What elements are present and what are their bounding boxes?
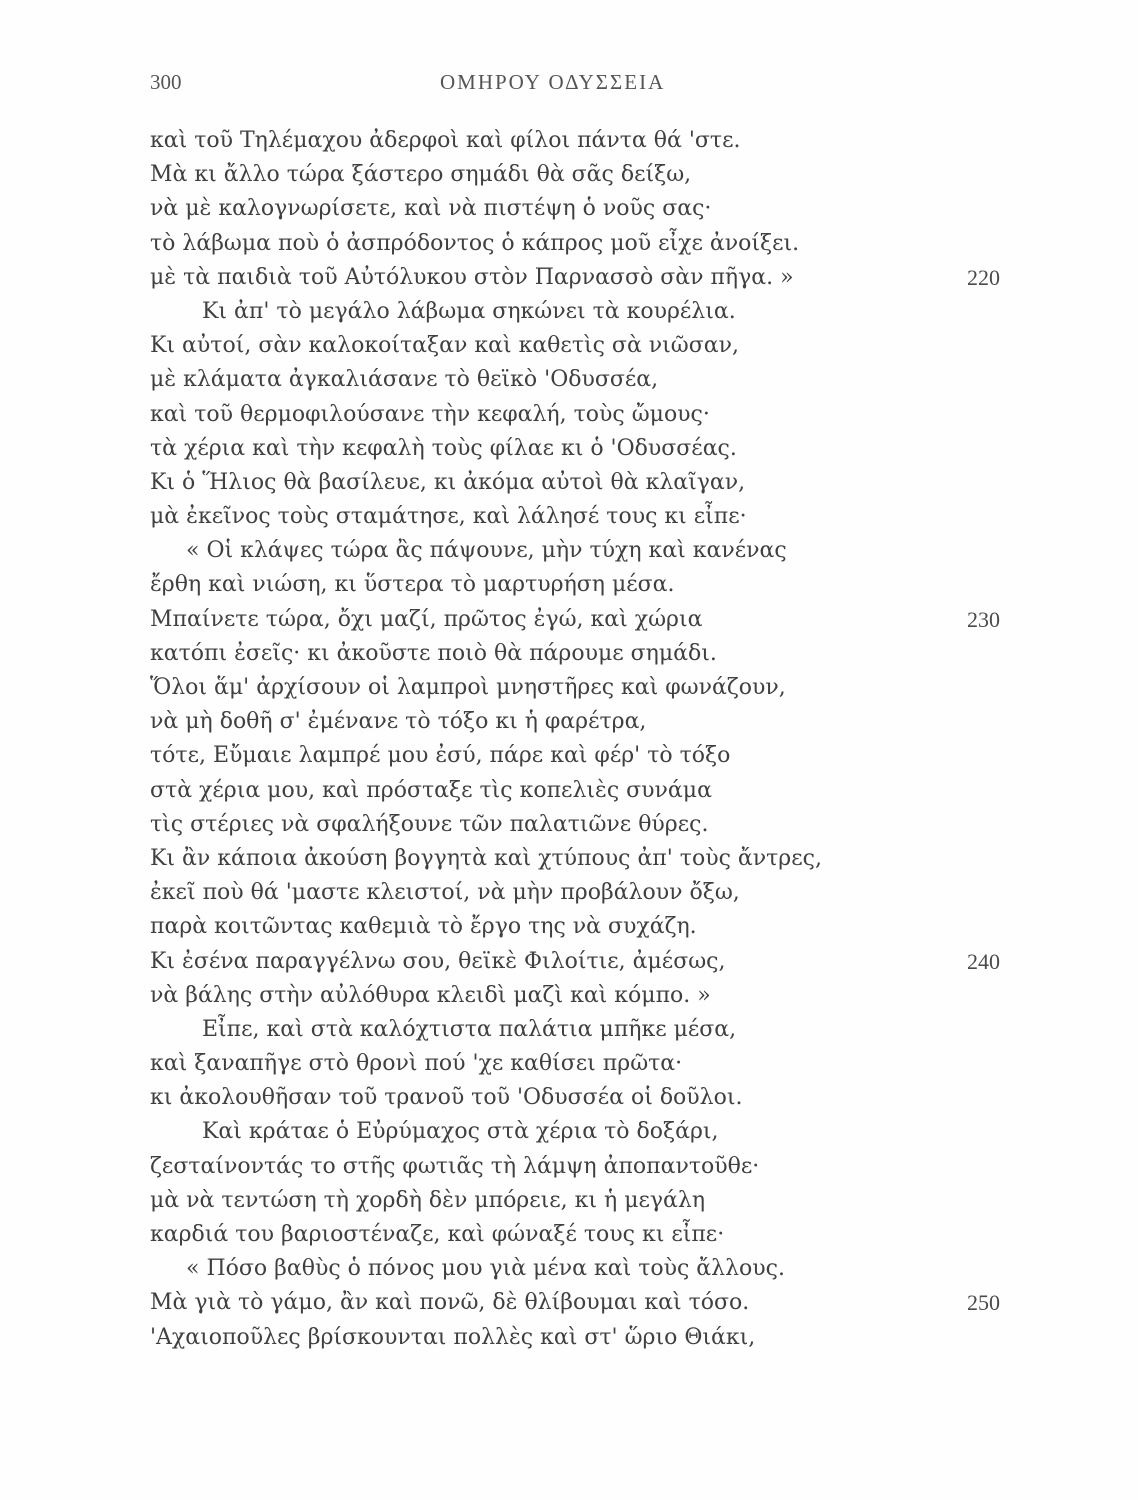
verse-line — [150, 842, 1000, 876]
verse-text: μὲ κλάματα ἀγκαλιάσανε τὸ θεϊκὸ 'Οδυσσέα, — [150, 367, 659, 393]
verse-text: καὶ τοῦ θερμοφιλούσανε τὴν κεφαλή, τοὺς ὤμους· — [150, 401, 710, 427]
verse-text: νὰ βάλης στὴν αὐλόθυρα κλειδὶ μαζὶ καὶ κόμπο. » — [150, 982, 711, 1008]
verse-text: κι ἀκολουθῆσαν τοῦ τρανοῦ τοῦ 'Οδυσσέα οἱ δοῦλοι. — [150, 1085, 743, 1111]
verse-text: « Οἱ κλάψες τώρα ἂς πάψουνε, μὴν τύχη καὶ κανένας — [186, 538, 787, 564]
verse-line — [150, 705, 1000, 739]
verse-text: Μπαίνετε τώρα, ὄχι μαζί, πρῶτος ἐγώ, καὶ χώρια — [150, 606, 703, 632]
line-number: 220 — [967, 264, 1000, 290]
running-title: ΟΜΗΡΟΥ ΟΔΥΣΣΕΙΑ — [440, 70, 666, 94]
verse-text: καὶ τοῦ Τηλέμαχου ἀδερφοὶ καὶ φίλοι πάντα θά 'στε. — [150, 128, 741, 153]
verse-text: τὰ χέρια καὶ τὴν κεφαλὴ τοὺς φίλαε κι ὁ 'Οδυσσέας. — [150, 435, 737, 461]
verse-line — [150, 1252, 1000, 1286]
verse-text: Κι ἐσένα παραγγέλνω σου, θεϊκὲ Φιλοίτιε, ἀμέσως, — [150, 948, 726, 974]
verse-text: Ὅλοι ἅμ' ἀρχίσουν οἱ λαμπροὶ μνηστῆρες καὶ φωνάζουν, — [150, 675, 786, 700]
verse-text: Κι ἂν κάποια ἀκούση βογγητὰ καὶ χτύπους ἀπ' τοὺς ἄντρες, — [150, 845, 822, 871]
verse-text: μὰ νὰ τεντώση τὴ χορδὴ δὲν μπόρειε, κι ἡ μεγάλη — [150, 1187, 706, 1213]
verse-line — [150, 1081, 1000, 1115]
verse-line — [150, 124, 1000, 158]
page-number: 300 — [150, 70, 182, 94]
verse-line — [150, 363, 1000, 397]
verse-line — [150, 227, 1000, 261]
verse-line — [150, 1321, 1000, 1355]
verse-text: Εἶπε, καὶ στὰ καλόχτιστα παλάτια μπῆκε μέσα, — [202, 1016, 737, 1042]
verse-text: τὶς στέριες νὰ σφαλήξουνε τῶν παλατιῶνε θύρες. — [150, 811, 709, 837]
verse-text: 'Αχαιοποῦλες βρίσκουνται πολλὲς καὶ στ' ὥριο Θιάκι, — [150, 1324, 756, 1350]
verse-text: τὸ λάβωμα ποὺ ὁ ἀσπρόδοντος ὁ κάπρος μοῦ εἶχε ἀνοίξει. — [150, 230, 800, 256]
verse-text: ζεσταίνοντάς το στῆς φωτιᾶς τὴ λάμψη ἀποπαντοῦθε· — [150, 1153, 760, 1179]
line-number: 250 — [967, 1290, 1000, 1316]
verse-line — [150, 876, 1000, 910]
verse-line — [150, 500, 1000, 534]
line-number: 240 — [967, 948, 1000, 974]
verse-text: Καὶ κράταε ὁ Εὐρύμαχος στὰ χέρια τὸ δοξάρι, — [202, 1119, 719, 1145]
verse-line — [150, 1150, 1000, 1184]
verse-text: Μὰ γιὰ τὸ γάμο, ἂν καὶ πονῶ, δὲ θλίβουμαι καὶ τόσο. — [150, 1290, 750, 1316]
verse-text: μὲ τὰ παιδιὰ τοῦ Αὐτόλυκου στὸν Παρνασσὸ σὰν πῆγα. » — [150, 264, 794, 290]
verse-line — [150, 671, 1000, 705]
verse-line — [150, 1286, 1000, 1320]
verse-line — [150, 1013, 1000, 1047]
verse-text: Κι ἀπ' τὸ μεγάλο λάβωμα σηκώνει τὰ κουρέλια. — [202, 298, 736, 324]
verse-line — [150, 329, 1000, 363]
verse-line — [150, 774, 1000, 808]
verse-text: Κι ὁ Ἥλιος θὰ βασίλευε, κι ἀκόμα αὐτοὶ θὰ κλαῖγαν, — [150, 469, 746, 495]
verse-line — [150, 910, 1000, 944]
verse-line — [150, 398, 1000, 432]
verse-line — [150, 1184, 1000, 1218]
verse-block — [150, 124, 1000, 1355]
verse-text: ἐκεῖ ποὺ θά 'μαστε κλειστοί, νὰ μὴν προβάλουν ὄξω, — [150, 880, 740, 906]
verse-text: Μὰ κι ἄλλο τώρα ξάστερο σημάδι θὰ σᾶς δείξω, — [150, 162, 692, 188]
verse-text: κατόπι ἐσεῖς· κι ἀκοῦστε ποιὸ θὰ πάρουμε σημάδι. — [150, 640, 717, 666]
verse-text: καρδιά του βαριοστέναζε, καὶ φώναξέ τους κι εἶπε· — [150, 1222, 725, 1247]
verse-text: καὶ ξαναπῆγε στὸ θρονὶ πού 'χε καθίσει πρῶτα· — [150, 1051, 683, 1077]
verse-line — [150, 979, 1000, 1013]
verse-text: ἔρθη καὶ νιώση, κι ὕστερα τὸ μαρτυρήση μέσα. — [150, 572, 675, 598]
verse-text: παρὰ κοιτῶντας καθεμιὰ τὸ ἔργο της νὰ συχάζη. — [150, 914, 697, 940]
verse-text: Κι αὐτοί, σὰν καλοκοίταξαν καὶ καθετὶς σὰ νιῶσαν, — [150, 333, 739, 359]
verse-line — [150, 432, 1000, 466]
verse-line — [150, 637, 1000, 671]
line-number: 230 — [967, 606, 1000, 632]
verse-line — [150, 158, 1000, 192]
verse-line — [150, 534, 1000, 568]
verse-text: νὰ μὲ καλογνωρίσετε, καὶ νὰ πιστέψη ὁ νοῦς σας· — [150, 196, 712, 222]
verse-text: τότε, Εὔμαιε λαμπρέ μου ἐσύ, πάρε καὶ φέρ' τὸ τόξο — [150, 743, 731, 769]
verse-line — [150, 739, 1000, 773]
page-header — [150, 70, 990, 100]
verse-line — [150, 568, 1000, 602]
verse-text: « Πόσο βαθὺς ὁ πόνος μου γιὰ μένα καὶ τοὺς ἄλλους. — [186, 1256, 785, 1282]
verse-line — [150, 466, 1000, 500]
verse-line — [150, 808, 1000, 842]
verse-line — [150, 1115, 1000, 1149]
verse-line — [150, 295, 1000, 329]
verse-line — [150, 1218, 1000, 1252]
verse-line — [150, 945, 1000, 979]
verse-text: νὰ μὴ δοθῆ σ' ἐμένανε τὸ τόξο κι ἡ φαρέτρα, — [150, 709, 647, 735]
verse-text: μὰ ἐκεῖνος τοὺς σταμάτησε, καὶ λάλησέ τους κι εἶπε· — [150, 504, 747, 530]
verse-text: στὰ χέρια μου, καὶ πρόσταξε τὶς κοπελιὲς συνάμα — [150, 777, 712, 803]
verse-line — [150, 603, 1000, 637]
verse-line — [150, 261, 1000, 295]
verse-line — [150, 1047, 1000, 1081]
verse-line — [150, 192, 1000, 226]
